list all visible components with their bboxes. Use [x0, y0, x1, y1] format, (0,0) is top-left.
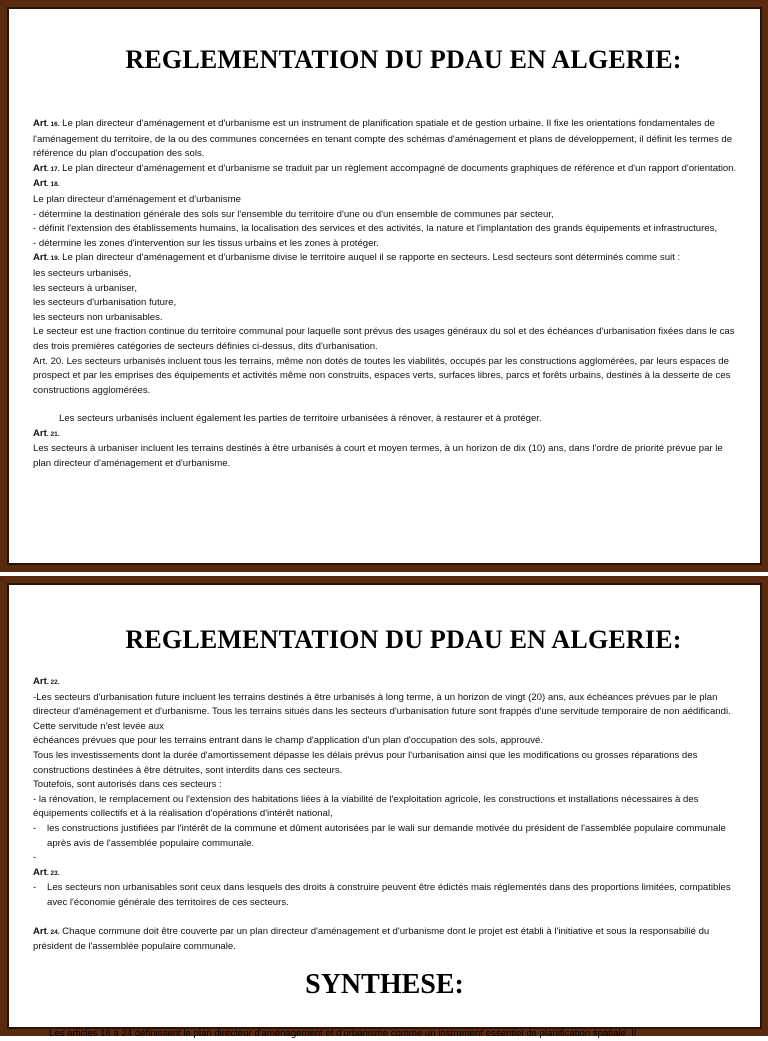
article-21-heading: [33, 427, 740, 443]
article-23-heading: [33, 866, 740, 882]
article-20-continued: Les secteurs urbanisés incluent également les parties de territoire urbanisées à rénover, à restaurer et à protéger.: [59, 413, 542, 425]
art-label: Art: [33, 866, 47, 878]
article-20: Art. 20. Les secteurs urbanisés incluent tous les terrains, même non dotés de toutes les viabilités, occupés par les constructions agglomérées, par leurs espaces de prospect et par les emprises des équipements et activités même non construits, espaces verts, surfaces libres, parcs et forêts urbains, destinés à la desserte de ces constructions agglomérées.: [33, 355, 731, 396]
art-label: Art: [33, 427, 47, 439]
sector-definition: Le secteur est une fraction continue du territoire communal pour laquelle sont prévus des usages généraux du sol et des échéances d'urbanisation fixées dans le cas des trois premières catégories de secteurs définies ci-dessus, dits d'urbanisation.: [33, 326, 735, 352]
article-text: Le plan directeur d'aménagement et d'urbanisme est un instrument de planification spatiale et de gestion urbaine. Il fixe les orientations fondamentales de l'aménagement du territoire, de la ou des communes concernées en tenant compte des schémas d'aménagement et plans de développement, il définit les termes de référence du plan d'occupation des sols.: [33, 118, 733, 160]
article-22-para-4: Toutefois, sont autorisés dans ces secteurs :: [33, 779, 222, 791]
art-label: Art: [33, 252, 47, 264]
art-number: . 24.: [46, 928, 60, 936]
article-23-text: Les secteurs non urbanisables sont ceux dans lesquels des droits à construire peuvent être édictés mais réglementés dans des proportions limitées, compatibles avec l'économie générale des territoires de ces secteurs.: [47, 882, 731, 908]
article-18-item-3: - détermine les zones d'intervention sur les tissus urbains et les zones à protéger.: [33, 237, 379, 249]
art-label: Art: [33, 925, 47, 937]
art-number: . 23.: [46, 869, 60, 877]
sector-non-urbanisables: les secteurs non urbanisables.: [33, 311, 163, 323]
dash-bullet: -: [33, 822, 37, 834]
article-18-heading: [33, 177, 740, 193]
spacer: [33, 911, 740, 925]
article-17: [33, 162, 740, 178]
art-number: . 21.: [46, 430, 60, 438]
art-number: . 16.: [46, 121, 60, 128]
art-label: Art: [33, 676, 47, 687]
slide-1-content: [7, 7, 762, 565]
art-label: Art: [33, 178, 47, 190]
article-22-para-6: les constructions justifiées par l'intérêt de la commune et dûment autorisées par le wali sur demande motivée du président de l'assemblée populaire communale après avis de l'assemblée populaire communale.: [47, 822, 726, 849]
article-22-heading: [33, 675, 740, 691]
sector-a-urbaniser: les secteurs à urbaniser,: [33, 282, 137, 294]
article-22-para-5: - la rénovation, le remplacement ou l'extension des habitations liées à la viabilité de l'exploitation agricole, les constructions et installations nécessaires à des équipements collectifs et à la réalisation d'opérations d'intérêt national,: [33, 793, 699, 820]
synthese-title: SYNTHESE:: [305, 969, 464, 1000]
dash-separator: -: [33, 852, 37, 864]
article-22-para-3: Tous les investissements dont la durée d'amortissement dépasse les délais prévus pour l'urbanisation ainsi que les modifications ou grosses réparations des constructions destinées à être détruites, sont interdits dans ces secteurs.: [33, 749, 698, 776]
article-18-item-2: - définit l'extension des établissements humains, la localisation des services et des activités, la nature et l'implantation des grands équipements et infrastructures,: [33, 223, 718, 235]
article-18-item-1: - détermine la destination générale des sols sur l'ensemble du territoire d'une ou d'un ensemble de communes par secteur,: [33, 208, 554, 220]
slide-2: [0, 576, 768, 1039]
article-21-text: Les secteurs à urbaniser incluent les terrains destinés à être urbanisés à court et moyen termes, à un horizon de dix (10) ans, dans l'ordre de priorité prévue par le plan directeur d'aménagement et d'urbanisme.: [33, 443, 723, 470]
article-18-intro: Le plan directeur d'aménagement et d'urbanisme: [33, 193, 241, 205]
article-24: [33, 925, 740, 955]
spacer: [33, 398, 740, 412]
art-number: . 17.: [46, 165, 60, 173]
sector-urbanisation-future: les secteurs d'urbanisation future,: [33, 297, 177, 309]
art-number: . 22.: [46, 679, 60, 686]
synthese-text: Les articles 16 à 24 définissent le plan directeur d'aménagement et d'urbanisme comme un instrument essentiel de planification spatiale. Il: [49, 1027, 637, 1039]
slide-2-content: [7, 583, 762, 1039]
dash-bullet: -: [33, 882, 37, 894]
article-23-list-item: [33, 881, 740, 910]
art-number: . 18.: [46, 181, 60, 189]
article-text: Le plan directeur d'aménagement et d'urbanisme divise le territoire auquel il se rapporte en secteurs. Lesd secteurs sont déterminés comme suit :: [59, 252, 681, 264]
slide-1-title: REGLEMENTATION DU PDAU EN ALGERIE:: [125, 45, 682, 74]
art-label: Art: [33, 162, 47, 174]
article-19: [33, 251, 740, 267]
art-number: . 19.: [46, 255, 60, 263]
article-22-para-2: échéances prévues que pour les terrains entrant dans le champ d'application d'un plan d'occupation des sols, approuvé.: [33, 735, 544, 747]
slide-2-title: REGLEMENTATION DU PDAU EN ALGERIE:: [125, 625, 682, 654]
slide-1-body: [33, 117, 740, 472]
art-label: Art: [33, 118, 47, 129]
article-16: [33, 117, 740, 162]
article-22-list-item: [33, 822, 740, 851]
article-22-para-1: -Les secteurs d'urbanisation future incluent les terrains destinés à être urbanisés à long terme, à un horizon de vingt (20) ans, aux échéances prévues par le plan directeur d'aménagement et d'urbanisme. Tous les terrains situés dans les secteurs d'urbanisation future sont frappés d'une servitude temporaire de non aédificandi. Cette servitude n'est levée aux: [33, 691, 731, 732]
slide-2-body: [33, 675, 740, 955]
article-text: Le plan directeur d'aménagement et d'urbanisme se traduit par un règlement accompagné de documents graphiques de référence et d'un rapport d'orientation.: [59, 162, 737, 174]
article-text: Chaque commune doit être couverte par un plan directeur d'aménagement et d'urbanisme dont le projet est établi à l'initiative et sous la responsabilié du président de l'assemblée populaire communale.: [33, 925, 710, 953]
sector-urbanises: les secteurs urbanisés,: [33, 267, 132, 279]
